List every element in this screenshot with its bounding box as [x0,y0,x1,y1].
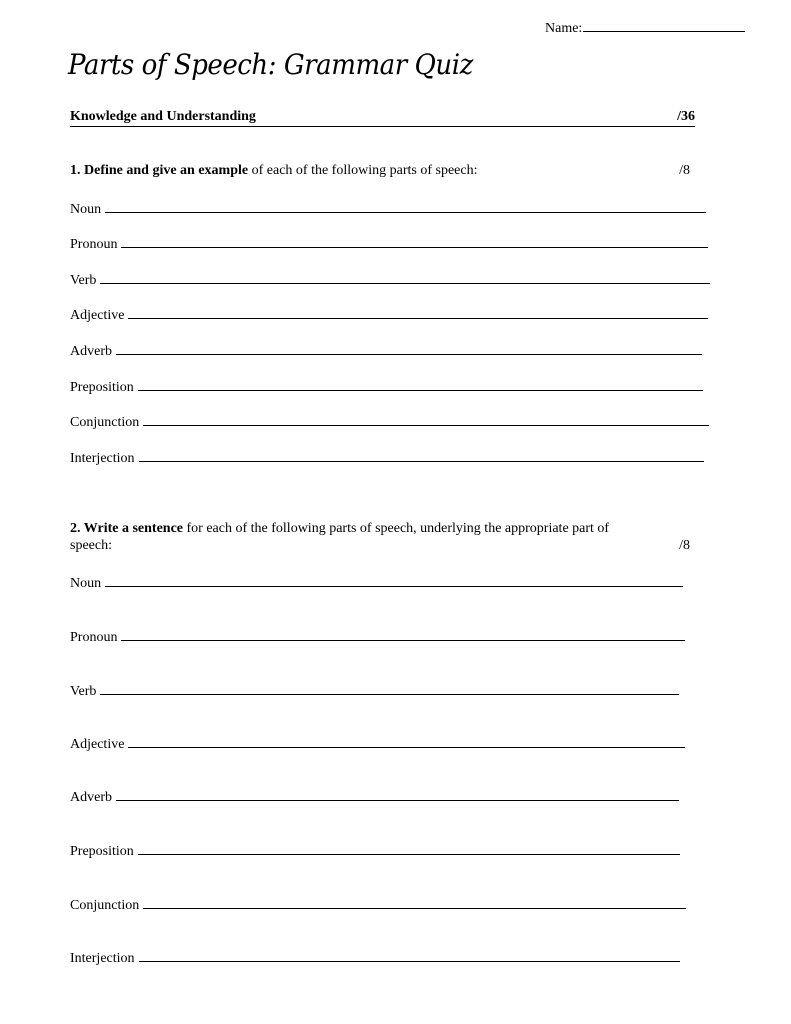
q1-label-verb: Verb [70,273,97,288]
q1-field-preposition[interactable] [70,377,703,396]
q2-label-preposition: Preposition [70,844,134,859]
question-2-score: /8 [679,538,690,553]
q2-label-adjective: Adjective [70,737,125,752]
q1-label-adverb: Adverb [70,344,112,359]
q2-label-interjection: Interjection [70,951,135,966]
q2-label-pronoun: Pronoun [70,630,118,645]
section-header [70,109,695,127]
q2-field-noun[interactable] [70,573,683,592]
q2-answer-line-preposition[interactable] [138,841,680,855]
q1-answer-line-pronoun[interactable] [121,234,708,248]
page-title: Parts of Speech: Grammar Quiz [68,48,473,81]
q2-answer-line-interjection[interactable] [139,948,680,962]
question-2-rest: for each of the following parts of speech, underlying the appropriate part of [183,521,610,536]
q1-field-pronoun[interactable] [70,234,708,253]
q2-field-interjection[interactable] [70,948,680,967]
q2-answer-line-adjective[interactable] [128,734,685,748]
q2-answer-line-noun[interactable] [105,573,683,587]
question-1-bold: 1. Define and give an example [70,163,249,178]
q2-answer-line-pronoun[interactable] [121,627,685,641]
q1-answer-line-interjection[interactable] [139,448,704,462]
q2-field-preposition[interactable] [70,841,680,860]
q2-label-conjunction: Conjunction [70,898,140,913]
q1-label-pronoun: Pronoun [70,237,118,252]
question-1-text [70,163,477,179]
q1-answer-line-conjunction[interactable] [143,412,709,426]
question-2 [70,520,690,554]
question-2-line2-text: speech: [70,538,112,553]
q1-label-interjection: Interjection [70,451,135,466]
question-2-line-1 [70,520,690,537]
q2-field-pronoun[interactable] [70,627,685,646]
q2-answer-line-verb[interactable] [100,681,679,695]
name-field[interactable] [545,17,745,37]
q1-label-conjunction: Conjunction [70,415,140,430]
q1-label-adjective: Adjective [70,308,125,323]
q2-field-adverb[interactable] [70,787,679,806]
q1-answer-line-adverb[interactable] [116,341,702,355]
q2-answer-line-adverb[interactable] [116,787,679,801]
q1-answer-line-verb[interactable] [100,270,710,284]
question-1 [70,163,690,179]
question-1-score: /8 [679,163,690,178]
name-input-line[interactable] [583,17,745,32]
q2-label-adverb: Adverb [70,790,112,805]
q1-field-adverb[interactable] [70,341,702,360]
q2-field-conjunction[interactable] [70,895,686,914]
question-2-line-2 [70,537,690,554]
question-1-rest: of each of the following parts of speech: [248,163,478,178]
q2-field-verb[interactable] [70,681,679,700]
q1-label-preposition: Preposition [70,380,134,395]
q1-field-noun[interactable] [70,199,706,218]
q2-label-noun: Noun [70,576,102,591]
question-2-bold: 2. Write a sentence [70,521,184,536]
q2-answer-line-conjunction[interactable] [143,895,686,909]
q1-field-conjunction[interactable] [70,412,709,431]
q1-answer-line-noun[interactable] [105,199,706,213]
q1-answer-line-preposition[interactable] [138,377,703,391]
q1-field-verb[interactable] [70,270,710,289]
q1-field-interjection[interactable] [70,448,704,467]
section-score: /36 [677,109,695,124]
q2-label-verb: Verb [70,684,97,699]
section-label: Knowledge and Understanding [70,109,256,124]
q1-label-noun: Noun [70,202,102,217]
q1-field-adjective[interactable] [70,305,708,324]
name-label: Name: [545,21,583,36]
q2-field-adjective[interactable] [70,734,685,753]
q1-answer-line-adjective[interactable] [128,305,708,319]
